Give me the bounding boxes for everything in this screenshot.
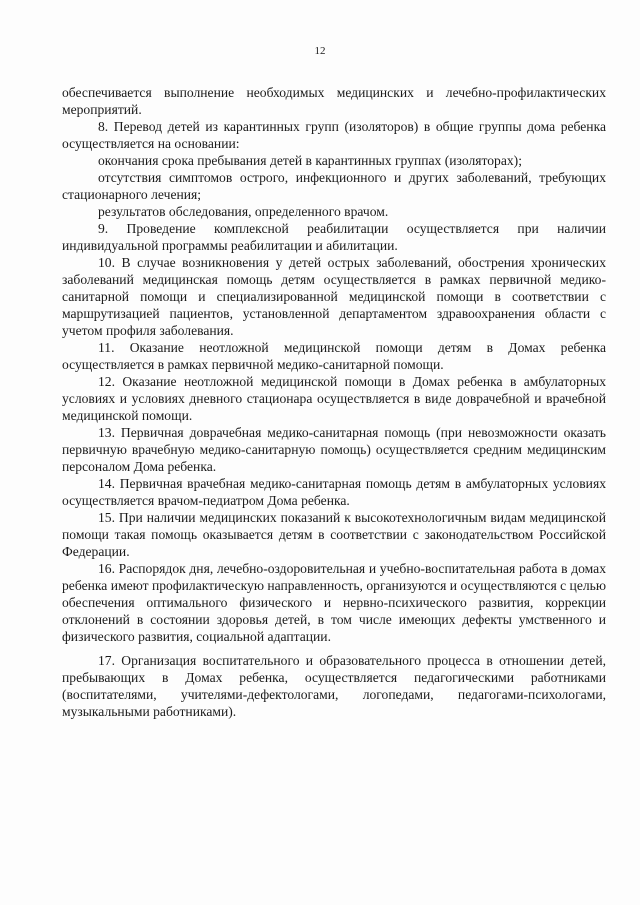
document-body xyxy=(62,84,606,720)
page-number: 12 xyxy=(314,45,326,57)
paragraph-11: 11. Оказание неотложной медицинской помощи детям в Домах ребенка осуществляется в рамках первичной медико-санитарной помощи. xyxy=(62,340,606,372)
paragraph-8-item-c: результатов обследования, определенного врачом. xyxy=(98,204,389,219)
paragraph-12: 12. Оказание неотложной медицинской помощи в Домах ребенка в амбулаторных условиях и условиях дневного стационара осуществляется в виде доврачебной и врачебной медицинской помощи. xyxy=(62,374,606,423)
paragraph-14: 14. Первичная врачебная медико-санитарная помощь детям в амбулаторных условиях осуществляется врачом-педиатром Дома ребенка. xyxy=(62,476,606,508)
paragraph-17: 17. Организация воспитательного и образовательного процесса в отношении детей, пребывающих в Домах ребенка, осуществляется педагогическими работниками (воспитателями, учителями-дефектологами, логопедами, педагогами-психологами, музыкальными работниками). xyxy=(62,653,606,719)
paragraph-15: 15. При наличии медицинских показаний к высокотехнологичным видам медицинской помощи такая помощь оказывается детям в соответствии с законодательством Российской Федерации. xyxy=(62,510,606,559)
paragraph-9: 9. Проведение комплексной реабилитации осуществляется при наличии индивидуальной программы реабилитации и абилитации. xyxy=(62,221,606,253)
paragraph-8-item-b: отсутствия симптомов острого, инфекционного и других заболеваний, требующих стационарного лечения; xyxy=(62,170,606,202)
paragraph-8-item-a: окончания срока пребывания детей в карантинных группах (изоляторах); xyxy=(98,153,522,168)
paragraph-10: 10. В случае возникновения у детей острых заболеваний, обострения хронических заболеваний медицинская помощь детям осуществляется в рамках первичной медико-санитарной помощи и специализированной медицинской помощи в соответствии с маршрутизацией пациентов, установленной департаментом здравоохранения области с учетом профиля заболевания. xyxy=(62,255,606,338)
paragraph-16: 16. Распорядок дня, лечебно-оздоровительная и учебно-воспитательная работа в домах ребенка имеют профилактическую направленность, организуются и осуществляются с целью обеспечения оптимального физического и нервно-психического развития, коррекции отклонений в состоянии здоровья детей, в том числе имеющих дефекты умственного и физического развития, социальной адаптации. xyxy=(62,561,606,644)
paragraph-continuation: обеспечивается выполнение необходимых медицинских и лечебно-профилактических мероприятий. xyxy=(62,85,606,117)
paragraph-13: 13. Первичная доврачебная медико-санитарная помощь (при невозможности оказать первичную врачебную медико-санитарную помощь) осуществляется средним медицинским персоналом Дома ребенка. xyxy=(62,425,606,474)
paragraph-8: 8. Перевод детей из карантинных групп (изоляторов) в общие группы дома ребенка осуществляется на основании: xyxy=(62,119,606,151)
